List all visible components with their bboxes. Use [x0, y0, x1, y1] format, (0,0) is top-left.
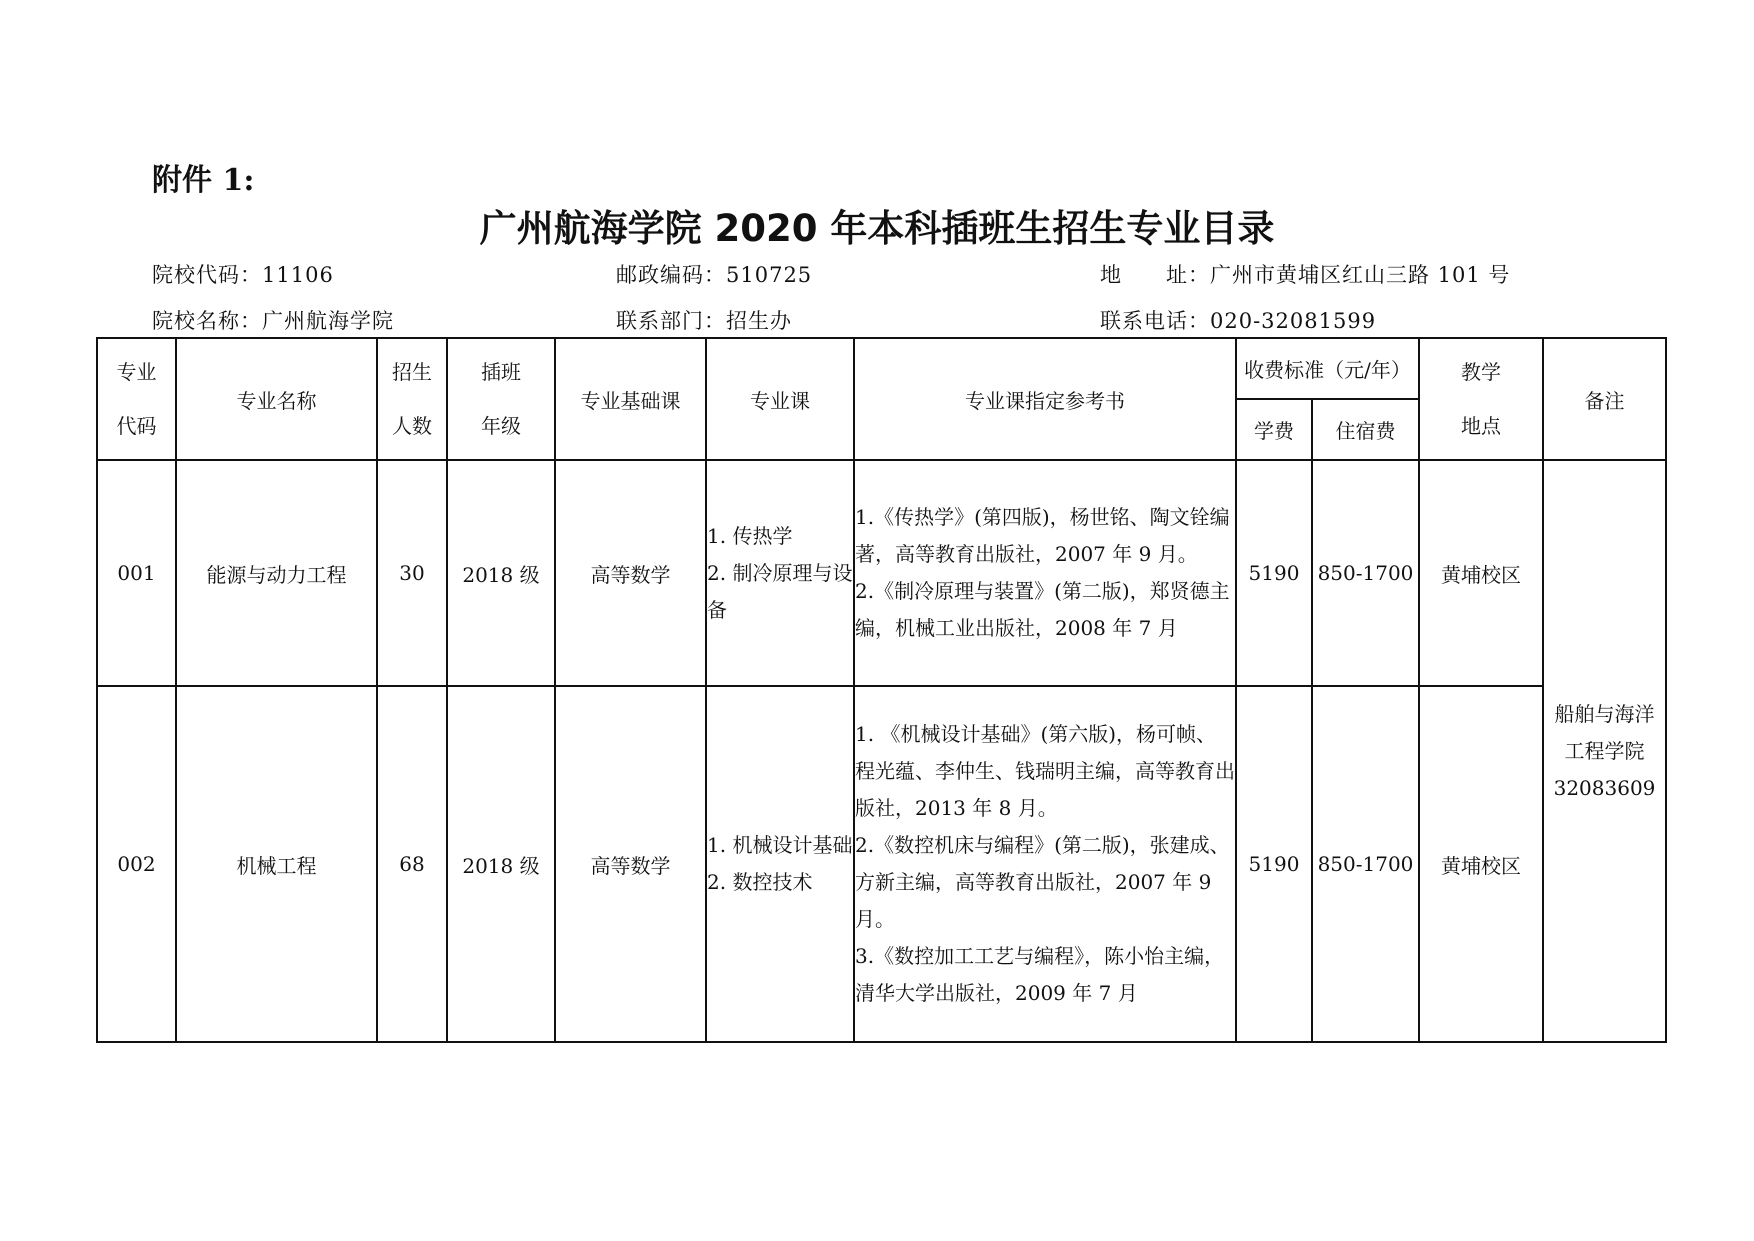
header-books: 专业课指定参考书 — [854, 338, 1236, 460]
remark-line: 工程学院 — [1564, 738, 1645, 763]
header-basic-course: 专业基础课 — [555, 338, 706, 460]
header-grade: 插班 年级 — [447, 338, 555, 460]
row-tuition: 5190 — [1236, 460, 1312, 686]
header-fee: 收费标准（元/年） — [1236, 338, 1419, 399]
address: 地 址：广州市黄埔区红山三路 101 号 — [1100, 263, 1511, 287]
table-row — [97, 460, 1666, 686]
header-remark: 备注 — [1543, 338, 1666, 460]
row-count: 30 — [377, 460, 447, 686]
row-courses — [706, 686, 854, 1042]
header-dorm: 住宿费 — [1312, 399, 1419, 460]
school-name: 院校名称：广州航海学院 — [152, 309, 394, 333]
book-item: 1.《传热学》(第四版)，杨世铭、陶文铨编著，高等教育出版社，2007 年 9 月。 — [855, 505, 1230, 566]
attachment-label: 附件 1: — [152, 163, 255, 198]
row-basic-course: 高等数学 — [555, 686, 706, 1042]
postal-code: 邮政编码：510725 — [616, 263, 813, 287]
course-item: 2. 制冷原理与设备 — [707, 560, 853, 622]
header-count: 招生 人数 — [377, 338, 447, 460]
school-code: 院校代码：11106 — [152, 263, 334, 287]
contact-department: 联系部门：招生办 — [616, 309, 792, 333]
book-item: 1. 《机械设计基础》(第六版)，杨可帧、程光蕴、李仲生、钱瑞明主编，高等教育出版社，2013 年 8 月。 — [855, 722, 1235, 820]
major-table — [96, 337, 1667, 1043]
row-location: 黄埔校区 — [1419, 686, 1543, 1042]
book-item: 2.《制冷原理与装置》(第二版)，郑贤德主编，机械工业出版社，2008 年 7 月 — [855, 579, 1230, 640]
remark-line: 32083609 — [1553, 775, 1656, 800]
row-basic-course: 高等数学 — [555, 460, 706, 686]
row-grade: 2018 级 — [447, 686, 555, 1042]
row-code: 002 — [97, 686, 176, 1042]
header-major-course: 专业课 — [706, 338, 854, 460]
row-courses — [706, 460, 854, 686]
row-dorm: 850-1700 — [1312, 460, 1419, 686]
page-title: 广州航海学院 2020 年本科插班生招生专业目录 — [479, 207, 1275, 250]
course-item: 2. 数控技术 — [707, 870, 813, 894]
contact-phone: 联系电话：020-32081599 — [1100, 309, 1377, 333]
row-code: 001 — [97, 460, 176, 686]
row-tuition: 5190 — [1236, 686, 1312, 1042]
book-item: 2.《数控机床与编程》(第二版)，张建成、方新主编，高等教育出版社，2007 年 9 月。 — [855, 833, 1230, 931]
row-count: 68 — [377, 686, 447, 1042]
row-books — [854, 686, 1236, 1042]
header-tuition: 学费 — [1236, 399, 1312, 460]
header-name: 专业名称 — [176, 338, 377, 460]
header-code: 专业 代码 — [97, 338, 176, 460]
remark-line: 船舶与海洋 — [1554, 701, 1655, 726]
remark-cell — [1543, 460, 1666, 1042]
table-row — [97, 686, 1666, 1042]
row-location: 黄埔校区 — [1419, 460, 1543, 686]
row-books — [854, 460, 1236, 686]
row-dorm: 850-1700 — [1312, 686, 1419, 1042]
row-name: 机械工程 — [176, 686, 377, 1042]
course-item: 1. 机械设计基础 — [707, 833, 853, 857]
row-name: 能源与动力工程 — [176, 460, 377, 686]
header-location: 教学 地点 — [1419, 338, 1543, 460]
row-grade: 2018 级 — [447, 460, 555, 686]
course-item: 1. 传热学 — [707, 523, 793, 548]
book-item: 3.《数控加工工艺与编程》，陈小怡主编，清华大学出版社，2009 年 7 月 — [855, 944, 1225, 1005]
